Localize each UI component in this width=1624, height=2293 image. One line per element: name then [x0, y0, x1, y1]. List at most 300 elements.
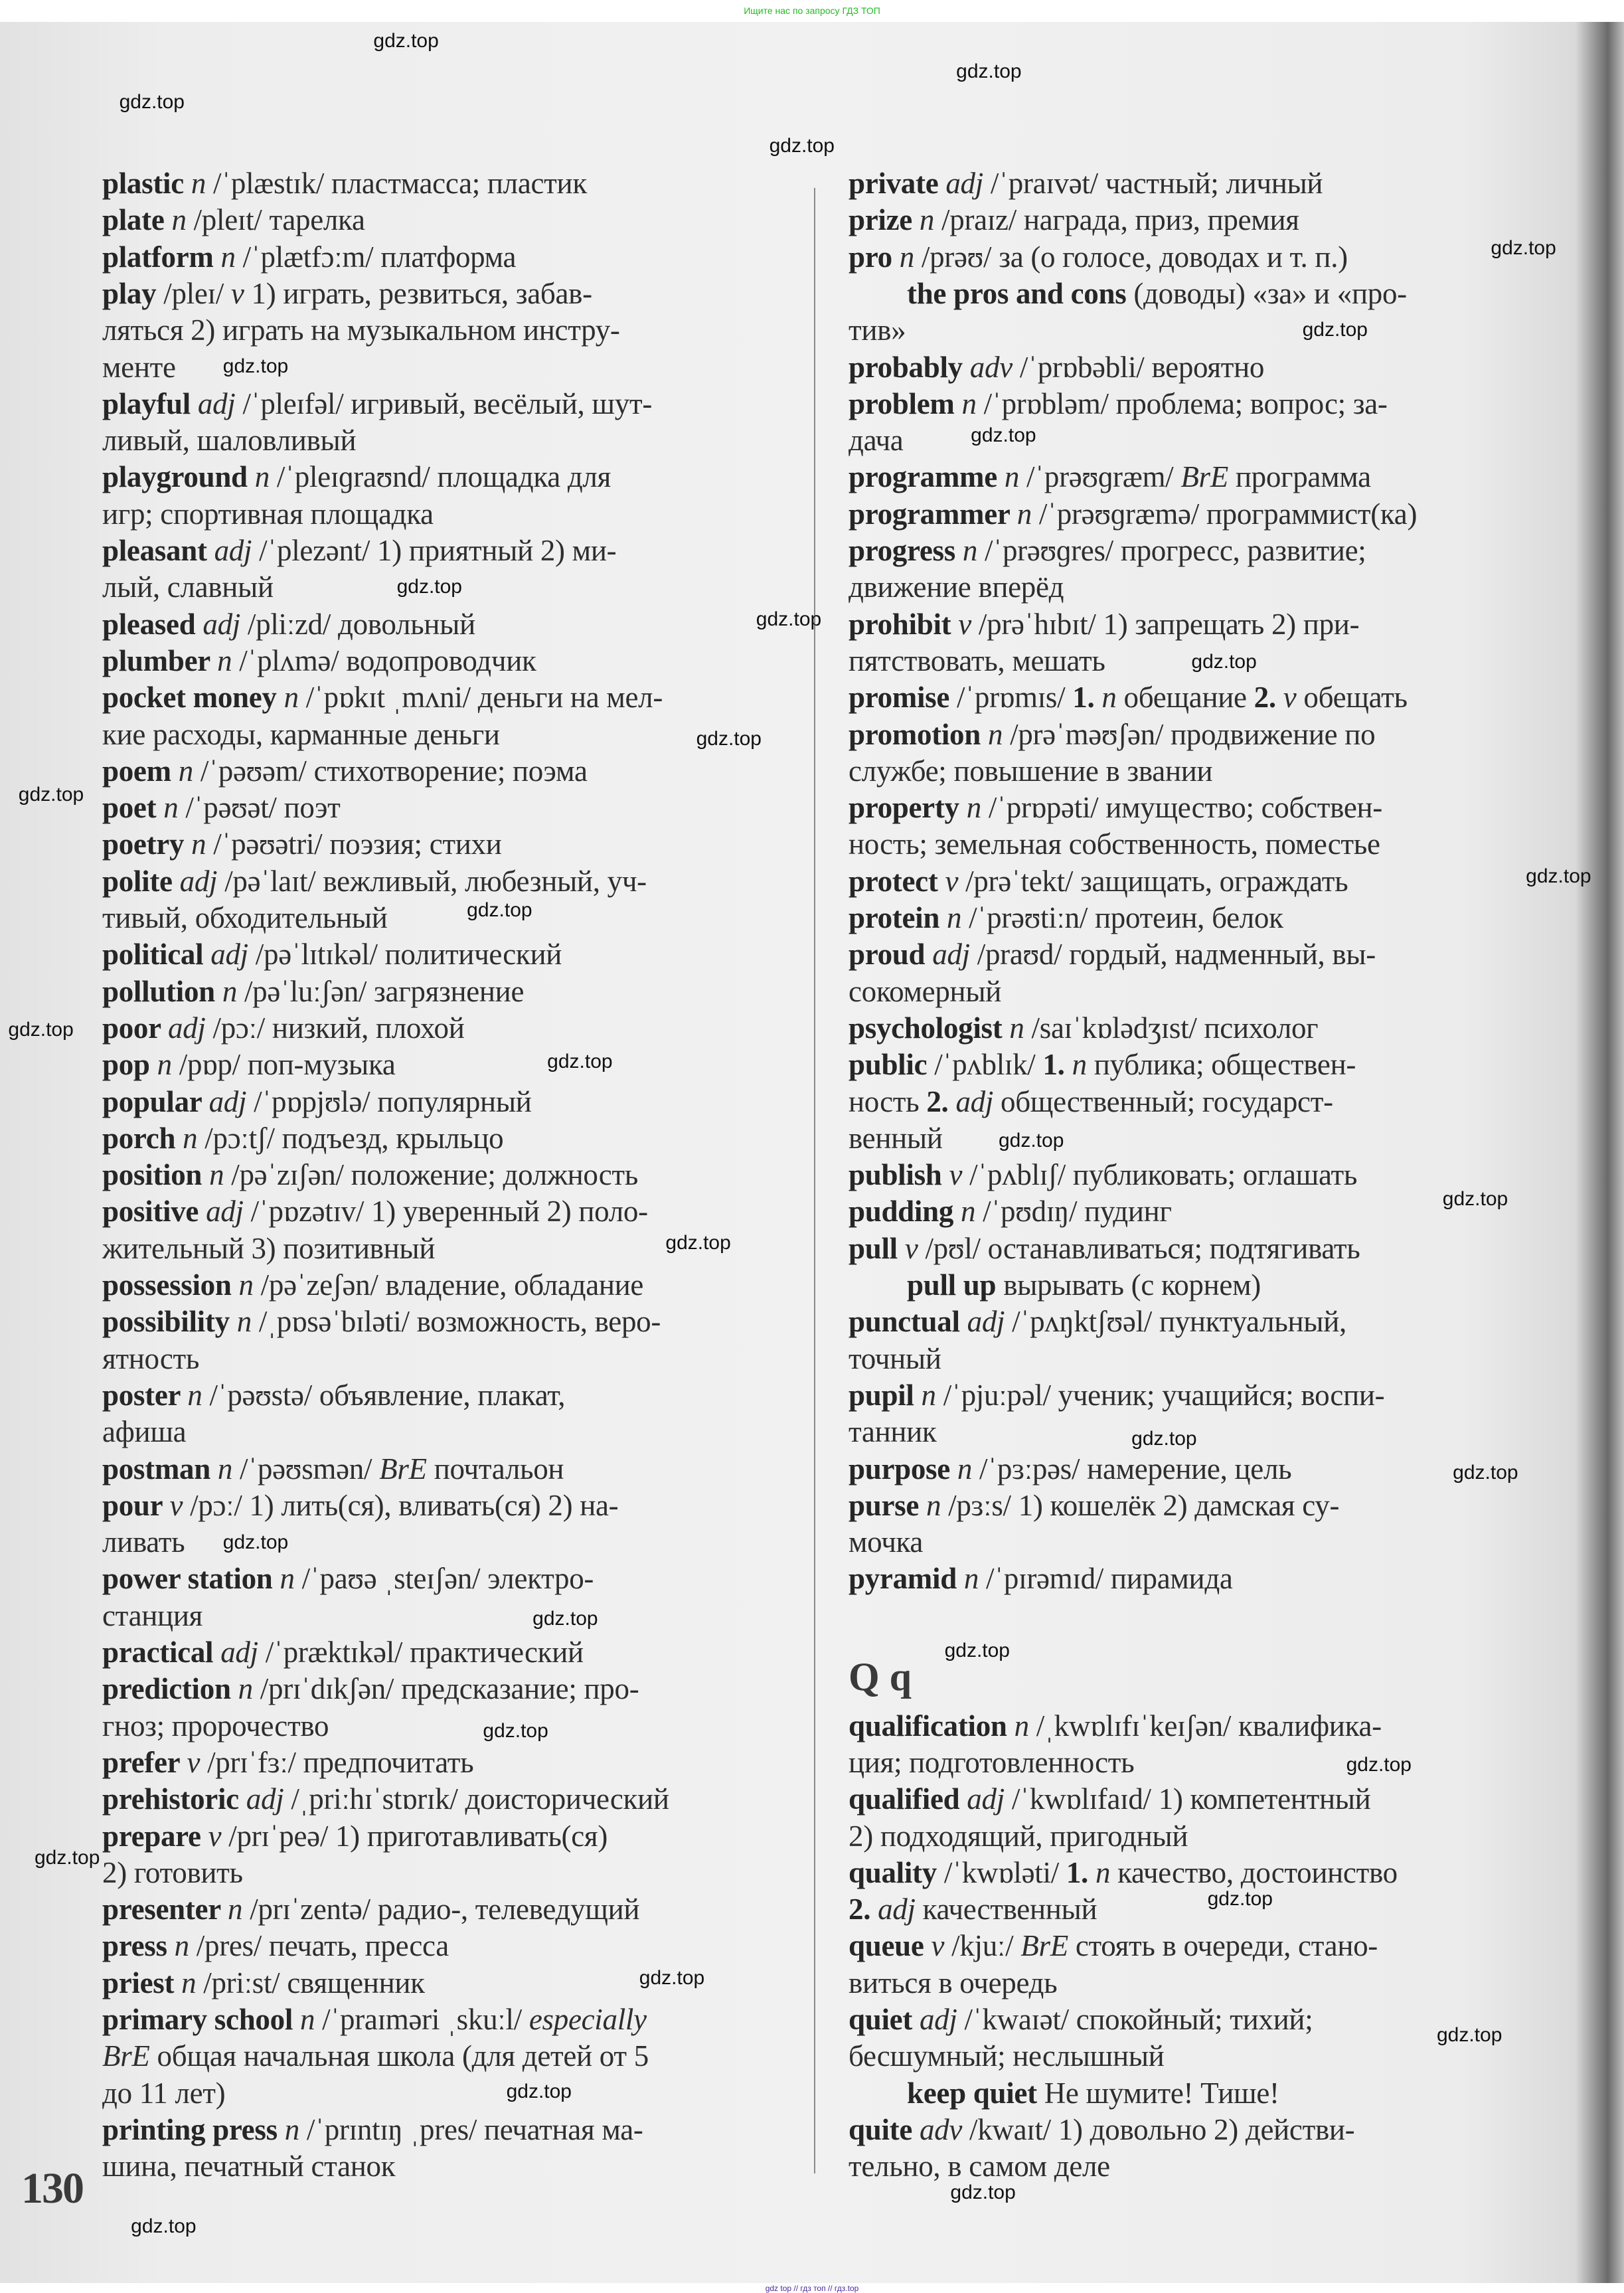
- definition-text: /ˈprəʊɡres/ прогресс, развитие;: [977, 534, 1366, 567]
- dictionary-line: [102, 973, 524, 1010]
- definition-text: /kwaɪt/ 1) довольно 2) действи-: [962, 2112, 1355, 2146]
- definition-text: /priːst/ священник: [196, 1966, 425, 1999]
- definition-text: /praɪz/ награда, приз, премия: [934, 203, 1299, 237]
- headword: 2.: [926, 1084, 956, 1118]
- dictionary-line: [102, 1744, 473, 1781]
- dictionary-line: [849, 1120, 943, 1157]
- definition-text: ливый, шаловливый: [102, 424, 357, 458]
- headword: possibility: [102, 1305, 237, 1339]
- dictionary-line: [849, 1523, 923, 1561]
- headword: pro: [849, 240, 900, 274]
- watermark: gdz.top: [532, 1607, 598, 1630]
- grammar-label: adj: [210, 938, 248, 972]
- dictionary-line: [849, 532, 1366, 569]
- definition-text: общая начальная школа (для детей от 5: [149, 2039, 649, 2073]
- headword: pour: [102, 1488, 170, 1522]
- dictionary-line: [849, 973, 1001, 1010]
- dictionary-line: [102, 1120, 503, 1157]
- grammar-label: n: [963, 1562, 979, 1596]
- headword: poet: [102, 791, 164, 825]
- headword: 2.: [1254, 681, 1283, 715]
- headword: press: [102, 1929, 175, 1963]
- headword: power station: [102, 1562, 280, 1596]
- dictionary-line: [102, 1377, 565, 1414]
- grammar-label: n: [174, 1929, 189, 1963]
- headword: pocket money: [102, 681, 284, 715]
- definition-text: /ˈkwɒlɪfaɪd/ 1) компетентный: [1004, 1782, 1371, 1816]
- definition-text: стоять в очереди, стано-: [1068, 1929, 1378, 1963]
- headword: pudding: [849, 1195, 961, 1229]
- definition-text: дача: [849, 424, 904, 458]
- dictionary-line: [102, 2037, 649, 2075]
- grammar-label: n: [1004, 460, 1020, 494]
- headword: pollution: [102, 974, 222, 1008]
- definition-text: обещать: [1296, 681, 1408, 715]
- definition-text: 2) подходящий, пригодный: [849, 1819, 1188, 1853]
- dictionary-line: [849, 1303, 1346, 1340]
- definition-text: /ˈpɒzətɪv/ 1) уверенный 2) поло-: [243, 1195, 648, 1229]
- dictionary-line: [849, 1964, 1057, 2001]
- definition-text: /ˈpraɪməri ˌskuːl/: [315, 2003, 529, 2036]
- dictionary-line: [102, 1818, 608, 1855]
- headword: protect: [849, 864, 945, 898]
- headword: psychologist: [849, 1011, 1010, 1045]
- definition-text: ность: [849, 1084, 927, 1118]
- headword: porch: [102, 1121, 183, 1155]
- definition-text: пятствовать, мешать: [849, 643, 1105, 677]
- grammar-label: v: [958, 607, 971, 641]
- dictionary-line: [849, 311, 906, 349]
- dictionary-subentry-line: [907, 1266, 1261, 1304]
- headword: position: [102, 1158, 210, 1192]
- definition-text: службе; повышение в звании: [849, 754, 1213, 788]
- headword: public: [849, 1048, 935, 1082]
- dictionary-line: [849, 1450, 1291, 1487]
- headword: poem: [102, 754, 179, 788]
- dictionary-line: [102, 238, 516, 276]
- headword: pull up: [907, 1268, 997, 1302]
- headword: progress: [849, 534, 963, 567]
- dictionary-line: [849, 1891, 1097, 1928]
- dictionary-line: [849, 825, 1380, 863]
- dictionary-line: [849, 1413, 937, 1450]
- definition-text: /ˈplætfɔːm/ платформа: [235, 240, 517, 274]
- grammar-label: v: [1283, 681, 1297, 715]
- watermark: gdz.top: [696, 728, 762, 750]
- definition-text: /pʊl/ останавливаться; подтягивать: [918, 1231, 1360, 1265]
- dictionary-line: [102, 311, 620, 349]
- definition-text: /pres/ печать, пресса: [189, 1929, 449, 1963]
- definition-text: ция; подготовленность: [849, 1745, 1135, 1779]
- grammar-label: adj: [919, 2003, 957, 2036]
- grammar-label: n: [284, 2112, 299, 2146]
- headword: protein: [849, 901, 947, 934]
- headword: property: [849, 791, 967, 825]
- dictionary-line: [102, 642, 536, 679]
- definition-text: виться в очередь: [849, 1966, 1058, 1999]
- grammar-label: BrE: [102, 2039, 150, 2073]
- definition-text: мочка: [849, 1525, 924, 1559]
- definition-text: /ˈpəʊət/ поэт: [178, 791, 341, 825]
- dictionary-line: [849, 2148, 1110, 2185]
- dictionary-line: [102, 165, 587, 202]
- grammar-label: n: [228, 1893, 243, 1926]
- definition-text: /ˈpræktɪkəl/ практический: [258, 1636, 584, 1669]
- headword: qualification: [849, 1709, 1015, 1742]
- definition-text: /pɔːtʃ/ подъезд, крыльцо: [197, 1121, 504, 1155]
- headword: purse: [849, 1488, 926, 1522]
- watermark: gdz.top: [1302, 319, 1368, 341]
- watermark: gdz.top: [1346, 1753, 1412, 1776]
- dictionary-line: [849, 642, 1105, 679]
- definition-text: /pɜːs/ 1) кошелёк 2) дамская су-: [941, 1488, 1340, 1522]
- dictionary-line: [849, 458, 1371, 495]
- grammar-label: BrE: [379, 1452, 427, 1486]
- dictionary-line: [849, 2111, 1354, 2148]
- headword: pop: [102, 1048, 157, 1082]
- grammar-label: n: [899, 240, 914, 274]
- dictionary-line: [849, 1780, 1370, 1818]
- dictionary-line: [102, 385, 652, 422]
- dictionary-line: [102, 1487, 618, 1524]
- dictionary-line: [102, 1634, 584, 1671]
- grammar-label: n: [280, 1562, 295, 1596]
- headword: purpose: [849, 1452, 957, 1486]
- definition-text: менте: [102, 350, 176, 384]
- grammar-label: n: [209, 1158, 224, 1192]
- headword: 2.: [849, 1893, 878, 1926]
- grammar-label: v: [945, 864, 959, 898]
- grammar-label: n: [1014, 1709, 1029, 1742]
- watermark: gdz.top: [971, 424, 1036, 446]
- headword: printing press: [102, 2112, 285, 2146]
- definition-text: /ˈkwɒləti/: [943, 1855, 1066, 1889]
- grammar-label: n: [1095, 1855, 1111, 1889]
- page-number: 130: [21, 2164, 83, 2213]
- headword: the pros and cons: [907, 276, 1127, 310]
- grammar-label: adj: [878, 1893, 916, 1926]
- grammar-label: BrE: [1180, 460, 1228, 494]
- definition-text: ятность: [102, 1341, 200, 1375]
- dictionary-line: [849, 495, 1417, 533]
- dictionary-line: [102, 1046, 396, 1083]
- definition-text: бесшумный; неслышный: [849, 2039, 1165, 2073]
- definition-text: /ˈprɒpəti/ имущество; собствен-: [981, 791, 1382, 825]
- definition-text: игр; спортивная площадка: [102, 497, 434, 531]
- dictionary-line: [849, 789, 1382, 826]
- watermark: gdz.top: [131, 2215, 197, 2237]
- dictionary-line: [849, 679, 1408, 716]
- dictionary-line: [102, 863, 647, 900]
- definition-text: тивый, обходительный: [102, 901, 388, 934]
- definition-text: ливать: [102, 1525, 185, 1559]
- grammar-label: n: [962, 534, 978, 567]
- definition-text: /ˈpəʊstə/ объявление, плакат,: [202, 1378, 566, 1412]
- definition-text: /ˈpʌŋktʃʊəl/ пунктуальный,: [1005, 1305, 1346, 1339]
- definition-text: /ˈpleɪɡraʊnd/ площадка для: [269, 460, 611, 494]
- grammar-label: n: [163, 791, 179, 825]
- dictionary-line: [849, 1707, 1382, 1744]
- definition-text: /pəˈlɪtɪkəl/ политический: [248, 938, 562, 972]
- definition-text: /ˌpɒsəˈbɪləti/ возможность, веро-: [251, 1305, 661, 1339]
- dictionary-line: [102, 606, 475, 643]
- grammar-label: n: [217, 1452, 233, 1486]
- dictionary-line: [102, 458, 611, 495]
- dictionary-line: [102, 1927, 449, 1964]
- definition-text: /pəˈzeʃən/ владение, обладание: [253, 1268, 644, 1302]
- headword: primary school: [102, 2003, 300, 2036]
- grammar-label: n: [1009, 1011, 1024, 1045]
- grammar-label: n: [191, 167, 206, 200]
- watermark: gdz.top: [950, 2181, 1016, 2204]
- definition-text: 1) играть, резвиться, забав-: [244, 276, 592, 310]
- headword: promotion: [849, 717, 988, 751]
- headword: promise: [849, 681, 957, 715]
- definition-text: /ˈpaʊə ˌsteɪʃən/ электро-: [294, 1562, 594, 1596]
- definition-text: /praʊd/ гордый, надменный, вы-: [969, 938, 1376, 972]
- watermark: gdz.top: [483, 1720, 548, 1742]
- grammar-label: v: [169, 1488, 183, 1522]
- dictionary-line: [102, 1303, 661, 1340]
- grammar-label: n: [171, 203, 187, 237]
- headword: prepare: [102, 1819, 208, 1853]
- grammar-label: n: [961, 1195, 976, 1229]
- definition-text: /ˈpʌblɪʃ/ публиковать; оглашать: [962, 1158, 1358, 1192]
- definition-text: /ˈprɒbəbli/ вероятно: [1012, 350, 1265, 384]
- headword: probably: [849, 350, 970, 384]
- definition-text: /kjuː/: [944, 1929, 1021, 1963]
- grammar-label: adj: [208, 1084, 247, 1118]
- dictionary-line: [102, 1340, 199, 1377]
- dictionary-line: [849, 936, 1376, 973]
- grammar-label: v: [187, 1745, 201, 1779]
- definition-text: /ˈplʌmə/ водопроводчик: [232, 643, 536, 677]
- definition-text: /pleɪ/: [163, 276, 231, 310]
- headword: possession: [102, 1268, 239, 1302]
- headword: prefer: [102, 1745, 187, 1779]
- watermark: gdz.top: [34, 1847, 100, 1869]
- grammar-label: adj: [179, 864, 218, 898]
- headword: platform: [102, 240, 221, 274]
- grammar-label: adv: [919, 2112, 963, 2146]
- grammar-label: v: [931, 1929, 945, 1963]
- dictionary-line: [849, 1854, 1398, 1891]
- headword: punctual: [849, 1305, 967, 1339]
- headword: programmer: [849, 497, 1017, 531]
- bottom-banner: gdz top // гдз топ // гдз.top: [765, 2284, 859, 2293]
- definition-text: /pɔː/ низкий, плохой: [205, 1011, 465, 1045]
- grammar-label: n: [254, 460, 270, 494]
- watermark: gdz.top: [1436, 2023, 1502, 2046]
- definition-text: обещание: [1116, 681, 1254, 715]
- headword: publish: [849, 1158, 949, 1192]
- definition-text: /ˈpəʊəm/ стихотворение; поэма: [193, 754, 588, 788]
- headword: pyramid: [849, 1562, 964, 1596]
- grammar-label: n: [178, 754, 193, 788]
- grammar-label: n: [187, 1378, 203, 1412]
- dictionary-line: [102, 1560, 594, 1597]
- definition-text: /pəˈzɪʃən/ положение; должность: [224, 1158, 639, 1192]
- definition-text: жительный 3) позитивный: [102, 1231, 436, 1265]
- dictionary-line: [102, 1891, 639, 1928]
- definition-text: /pleɪt/ тарелка: [186, 203, 365, 237]
- definition-text: качество, достоинство: [1110, 1855, 1398, 1889]
- definition-text: /prɪˈpeə/ 1) приготавливать(ся): [221, 1819, 608, 1853]
- watermark: gdz.top: [547, 1051, 613, 1073]
- column-divider: [814, 188, 815, 2173]
- definition-text: афиша: [102, 1415, 187, 1449]
- definition-text: /ˈprəʊɡræmə/ программист(ка): [1031, 497, 1418, 531]
- definition-text: Не шумите! Тише!: [1036, 2076, 1279, 2110]
- definition-text: публика; обществен-: [1086, 1048, 1356, 1082]
- definition-text: /ˈpɜːpəs/ намерение, цель: [972, 1452, 1292, 1486]
- headword: pupil: [849, 1378, 922, 1412]
- headword: pleasant: [102, 534, 214, 567]
- dictionary-line: [849, 863, 1348, 900]
- grammar-label: n: [238, 1672, 253, 1706]
- grammar-label: n: [987, 717, 1003, 751]
- dictionary-line: [102, 1670, 639, 1707]
- grammar-label: adj: [167, 1011, 206, 1045]
- watermark: gdz.top: [222, 355, 289, 378]
- dictionary-line: [102, 2148, 395, 2185]
- dictionary-line: [102, 1854, 243, 1891]
- dictionary-line: [849, 1377, 1384, 1414]
- headword: prediction: [102, 1672, 238, 1706]
- grammar-label: n: [1072, 1048, 1087, 1082]
- watermark: gdz.top: [18, 783, 84, 806]
- headword: postman: [102, 1452, 218, 1486]
- watermark: gdz.top: [1442, 1188, 1508, 1211]
- definition-text: /ˌpriːhɪˈstɒrɪk/ доисторический: [284, 1782, 669, 1816]
- dictionary-line: [102, 1156, 638, 1193]
- definition-text: венный: [849, 1121, 943, 1155]
- grammar-label: n: [236, 1305, 252, 1339]
- dictionary-line: [102, 1780, 669, 1818]
- grammar-label: n: [222, 974, 238, 1008]
- grammar-label: adv: [969, 350, 1013, 384]
- definition-text: точный: [849, 1341, 941, 1375]
- headword: queue: [849, 1929, 932, 1963]
- definition-text: станция: [102, 1598, 203, 1632]
- definition-text: /ˈpəʊətri/ поэзия; стихи: [206, 827, 502, 861]
- watermark: gdz.top: [756, 608, 822, 630]
- headword: pleased: [102, 607, 203, 641]
- watermark: gdz.top: [956, 60, 1022, 82]
- definition-text: кие расходы, карманные деньги: [102, 717, 500, 751]
- definition-text: /ˈplezənt/ 1) приятный 2) ми-: [252, 534, 617, 567]
- headword: programme: [849, 460, 1005, 494]
- dictionary-line: [102, 422, 356, 459]
- definition-text: /ˈpɒpjʊlə/ популярный: [246, 1084, 532, 1118]
- dictionary-line: [849, 422, 903, 459]
- dictionary-line: [102, 568, 274, 606]
- dictionary-subentry-line: [907, 275, 1407, 312]
- headword: poor: [102, 1011, 168, 1045]
- grammar-label: adj: [967, 1782, 1005, 1816]
- headword: positive: [102, 1195, 206, 1229]
- definition-text: /ˈpʊdɪŋ/ пудинг: [975, 1195, 1172, 1229]
- dictionary-line: [849, 1156, 1357, 1193]
- dictionary-line: [102, 752, 588, 790]
- letter-heading: Q q: [849, 1655, 912, 1699]
- dictionary-line: [849, 899, 1283, 936]
- definition-text: /ˈkwaɪət/ спокойный; тихий;: [957, 2003, 1313, 2036]
- grammar-label: n: [183, 1121, 198, 1155]
- headword: prohibit: [849, 607, 959, 641]
- grammar-label: v: [230, 276, 244, 310]
- definition-text: сокомерный: [849, 974, 1002, 1008]
- grammar-label: n: [1016, 497, 1032, 531]
- dictionary-line: [849, 1083, 1333, 1120]
- headword: plate: [102, 203, 172, 237]
- dictionary-line: [102, 1597, 203, 1634]
- grammar-label: v: [949, 1158, 963, 1192]
- headword: play: [102, 276, 164, 310]
- definition-text: /ˈprɒmɪs/: [957, 681, 1073, 715]
- definition-text: /prəˈməʊʃən/ продвижение по: [1003, 717, 1376, 751]
- dictionary-line: [849, 1818, 1188, 1855]
- headword: plastic: [102, 167, 191, 200]
- definition-text: тельно, в самом деле: [849, 2150, 1110, 2183]
- headword: qualified: [849, 1782, 967, 1816]
- dictionary-line: [102, 899, 387, 936]
- definition-text: ность; земельная собственность, поместье: [849, 827, 1380, 861]
- headword: popular: [102, 1084, 209, 1118]
- watermark: gdz.top: [1491, 237, 1556, 259]
- headword: playful: [102, 386, 198, 420]
- definition-text: /prəʊ/ за (о голосе, доводах и т. п.): [914, 240, 1348, 274]
- dictionary-line: [849, 2037, 1164, 2075]
- watermark: gdz.top: [998, 1130, 1064, 1152]
- definition-text: /ˈpleɪfəl/ игривый, весёлый, шут-: [235, 386, 653, 420]
- grammar-label: v: [208, 1819, 222, 1853]
- watermark: gdz.top: [373, 29, 439, 52]
- dictionary-line: [849, 349, 1264, 386]
- definition-text: вырывать (с корнем): [996, 1268, 1261, 1302]
- watermark: gdz.top: [1131, 1428, 1197, 1450]
- grammar-label: adj: [945, 167, 983, 200]
- headword: plumber: [102, 643, 218, 677]
- definition-text: /prəˈtekt/ защищать, ограждать: [958, 864, 1348, 898]
- watermark: gdz.top: [506, 2081, 572, 2103]
- grammar-label: n: [926, 1488, 941, 1522]
- dictionary-line: [102, 936, 562, 973]
- grammar-label: n: [966, 791, 981, 825]
- dictionary-line: [849, 1340, 941, 1377]
- definition-text: качественный: [915, 1893, 1097, 1926]
- definition-text: /pliːzd/ довольный: [240, 607, 475, 641]
- dictionary-line: [102, 495, 434, 533]
- grammar-label: adj: [214, 534, 252, 567]
- definition-text: /pəˈluːʃən/ загрязнение: [237, 974, 525, 1008]
- grammar-label: adj: [206, 1195, 244, 1229]
- dictionary-line: [849, 1046, 1356, 1083]
- headword: 1.: [1042, 1048, 1072, 1082]
- headword: poster: [102, 1378, 188, 1412]
- grammar-label: adj: [220, 1636, 258, 1669]
- definition-text: /prɪˈfɜː/ предпочитать: [200, 1745, 474, 1779]
- headword: quality: [849, 1855, 944, 1889]
- dictionary-line: [102, 275, 592, 312]
- headword: private: [849, 167, 946, 200]
- definition-text: /ˈprɒbləm/ проблема; вопрос; за-: [976, 386, 1388, 420]
- watermark: gdz.top: [1191, 650, 1257, 673]
- headword: problem: [849, 386, 962, 420]
- dictionary-line: [849, 606, 1359, 643]
- definition-text: /pəˈlaɪt/ вежливый, любезный, уч-: [217, 864, 647, 898]
- headword: prize: [849, 203, 920, 237]
